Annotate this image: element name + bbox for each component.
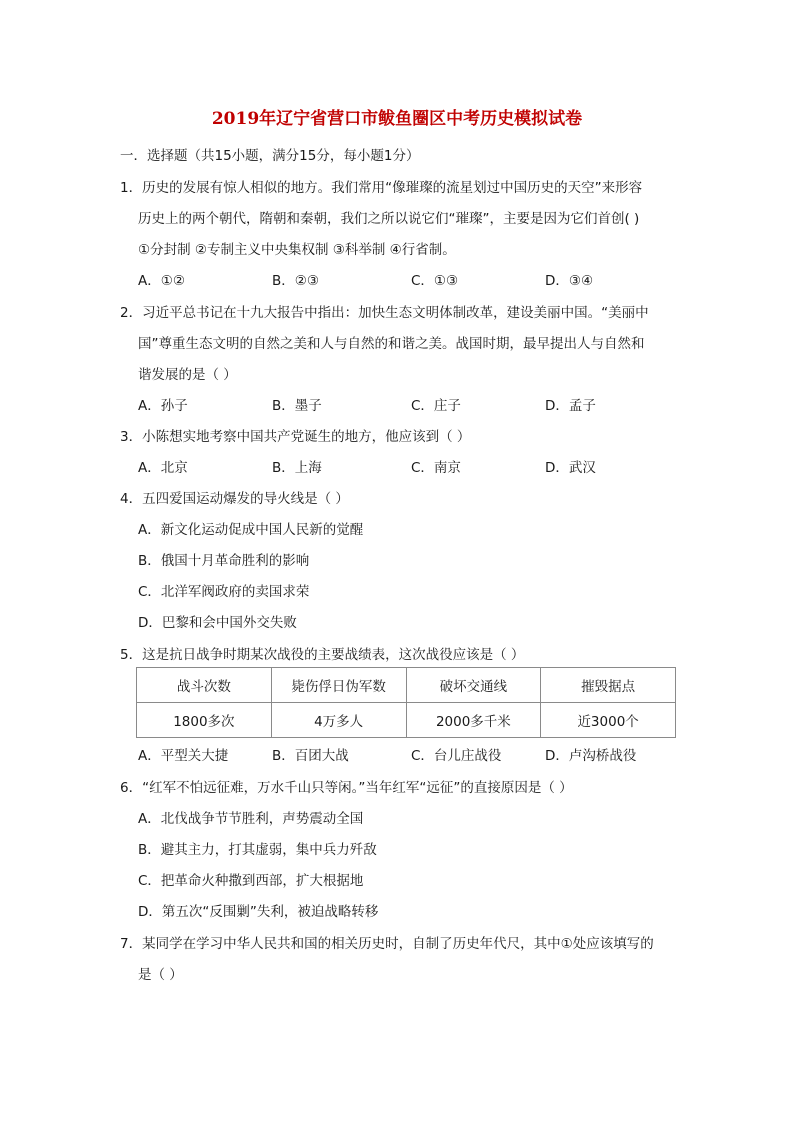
option-b[interactable]: B．百团大战 [272,748,349,764]
question-text: 谐发展的是（ ） [138,367,237,383]
question-text: 1．历史的发展有惊人相似的地方。我们常用“像璀璨的流星划过中国历史的天空”来形容 [120,180,643,196]
table-cell: 2000多千米 [406,703,541,738]
option-d[interactable]: D．第五次“反围剿”失利，被迫战略转移 [138,904,379,920]
question-text: 历史上的两个朝代，隋朝和秦朝，我们之所以说它们“璀璨”，主要是因为它们首创( ) [138,211,640,227]
question-text: ①分封制 ②专制主义中央集权制 ③科举制 ④行省制。 [138,242,456,258]
option-d[interactable]: D．卢沟桥战役 [545,748,637,764]
battle-results-table [136,667,676,738]
option-a[interactable]: A．平型关大捷 [138,748,229,764]
option-d[interactable]: D．武汉 [545,460,596,476]
question-text: 2．习近平总书记在十九大报告中指出：加快生态文明体制改革，建设美丽中国。“美丽中 [120,305,649,321]
table-header-cell: 摧毁据点 [541,668,676,703]
option-a[interactable]: A．①② [138,273,185,289]
option-d[interactable]: D．③④ [545,273,594,289]
table-header-row [137,668,676,703]
option-c[interactable]: C．台儿庄战役 [411,748,502,764]
option-c[interactable]: C．把革命火种撒到西部，扩大根据地 [138,873,364,889]
option-b[interactable]: B．②③ [272,273,319,289]
question-text: 5．这是抗日战争时期某次战役的主要战绩表，这次战役应该是（ ） [120,647,525,663]
option-d[interactable]: D．孟子 [545,398,596,414]
section-heading: 一．选择题（共15小题，满分15分，每小题1分） [120,148,420,164]
question-text: 是（ ） [138,967,183,983]
option-b[interactable]: B．墨子 [272,398,322,414]
table-cell: 近3000个 [541,703,676,738]
option-b[interactable]: B．俄国十月革命胜利的影响 [138,553,310,569]
table-cell: 4万多人 [271,703,406,738]
option-c[interactable]: C．北洋军阀政府的卖国求荣 [138,584,310,600]
question-text: 国”尊重生态文明的自然之美和人与自然的和谐之美。战国时期，最早提出人与自然和 [138,336,645,352]
option-a[interactable]: A．北伐战争节节胜利，声势震动全国 [138,811,364,827]
page-title: 2019年辽宁省营口市鲅鱼圈区中考历史模拟试卷 [211,109,583,129]
question-text: 4．五四爱国运动爆发的导火线是（ ） [120,491,349,507]
option-d[interactable]: D．巴黎和会中国外交失败 [138,615,297,631]
table-header-cell: 战斗次数 [137,668,272,703]
table-cell: 1800多次 [137,703,272,738]
option-c[interactable]: C．庄子 [411,398,461,414]
table-header-cell: 毙伤俘日伪军数 [271,668,406,703]
question-text: 7．某同学在学习中华人民共和国的相关历史时，自制了历史年代尺，其中①处应该填写的 [120,936,654,952]
option-a[interactable]: A．北京 [138,460,188,476]
option-b[interactable]: B．上海 [272,460,322,476]
option-c[interactable]: C．①③ [411,273,459,289]
option-a[interactable]: A．新文化运动促成中国人民新的觉醒 [138,522,364,538]
option-b[interactable]: B．避其主力，打其虚弱，集中兵力歼敌 [138,842,377,858]
question-text: 3．小陈想实地考察中国共产党诞生的地方，他应该到（ ） [120,429,471,445]
question-text: 6．“红军不怕远征难，万水千山只等闲。”当年红军“远征”的直接原因是（ ） [120,780,573,796]
table-row [137,703,676,738]
table-header-cell: 破坏交通线 [406,668,541,703]
option-a[interactable]: A．孙子 [138,398,188,414]
option-c[interactable]: C．南京 [411,460,461,476]
